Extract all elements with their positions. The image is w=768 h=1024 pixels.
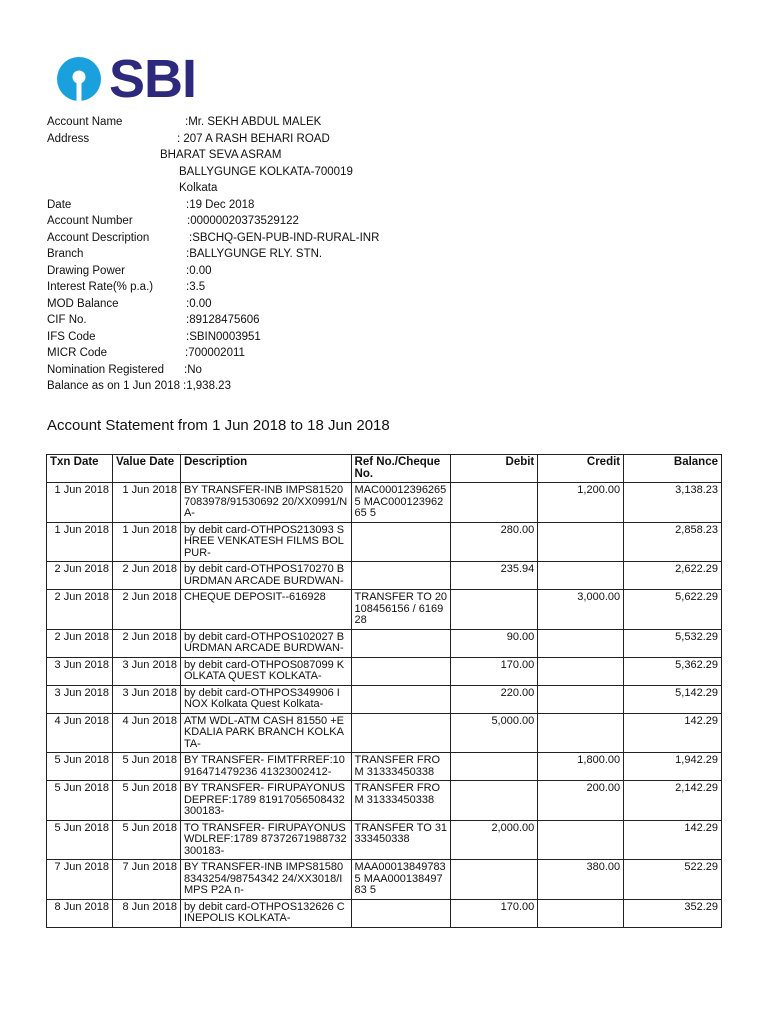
credit-cell: 3,000.00 — [538, 590, 624, 630]
table-row — [47, 629, 722, 657]
balance-cell: 2,142.29 — [624, 781, 722, 821]
debit-cell — [451, 483, 538, 523]
txn-date-cell: 4 Jun 2018 — [47, 713, 113, 753]
col-header-credit: Credit — [538, 455, 624, 483]
info-label: CIF No. — [47, 314, 87, 326]
description-cell: by debit card-OTHPOS102027 BURDMAN ARCADE BURDWAN- — [180, 629, 351, 657]
credit-cell: 380.00 — [538, 860, 624, 900]
info-label: Drawing Power — [47, 264, 125, 277]
debit-cell: 90.00 — [451, 629, 538, 657]
ref-no-cell — [351, 522, 451, 562]
txn-date-cell: 5 Jun 2018 — [47, 781, 113, 821]
sbi-keyhole-icon — [55, 55, 103, 103]
table-row — [47, 820, 722, 860]
value-date-cell: 2 Jun 2018 — [112, 590, 180, 630]
balance-cell: 2,858.23 — [624, 522, 722, 562]
info-label: Interest Rate(% p.a.) — [47, 281, 154, 293]
info-value: :Mr. SEKH ABDUL MALEK — [185, 116, 322, 128]
info-label: Account Description — [47, 231, 150, 244]
credit-cell: 1,800.00 — [538, 753, 624, 781]
info-label: Account Name — [47, 116, 123, 128]
value-date-cell: 1 Jun 2018 — [112, 483, 180, 523]
credit-cell — [538, 899, 624, 927]
txn-date-cell: 3 Jun 2018 — [47, 685, 113, 713]
ref-no-cell — [351, 899, 451, 927]
info-label: Branch — [47, 248, 84, 260]
description-cell: by debit card-OTHPOS087099 KOLKATA QUEST KOLKATA- — [180, 657, 351, 685]
col-header-txn-date: Txn Date — [47, 455, 113, 483]
credit-cell — [538, 629, 624, 657]
info-value: :19 Dec 2018 — [186, 198, 255, 211]
balance-cell: 5,142.29 — [624, 685, 722, 713]
txn-date-cell: 2 Jun 2018 — [47, 562, 113, 590]
description-cell: by debit card-OTHPOS170270 BURDMAN ARCADE BURDWAN- — [180, 562, 351, 590]
debit-cell: 5,000.00 — [451, 713, 538, 753]
info-label: Date — [47, 198, 72, 211]
transactions-table — [46, 454, 722, 928]
value-date-cell: 7 Jun 2018 — [112, 860, 180, 900]
credit-cell — [538, 685, 624, 713]
balance-cell: 5,622.29 — [624, 590, 722, 630]
credit-cell — [538, 562, 624, 590]
info-label: MOD Balance — [47, 297, 119, 310]
table-row — [47, 753, 722, 781]
value-date-cell: 3 Jun 2018 — [112, 685, 180, 713]
txn-date-cell: 1 Jun 2018 — [47, 522, 113, 562]
ref-no-cell — [351, 685, 451, 713]
ref-no-cell — [351, 713, 451, 753]
debit-cell: 170.00 — [451, 899, 538, 927]
value-date-cell: 2 Jun 2018 — [112, 629, 180, 657]
debit-cell — [451, 753, 538, 781]
info-value: :0.00 — [186, 297, 212, 310]
value-date-cell: 3 Jun 2018 — [112, 657, 180, 685]
balance-cell: 5,532.29 — [624, 629, 722, 657]
debit-cell: 235.94 — [451, 562, 538, 590]
value-date-cell: 5 Jun 2018 — [112, 820, 180, 860]
txn-date-cell: 2 Jun 2018 — [47, 590, 113, 630]
value-date-cell: 4 Jun 2018 — [112, 713, 180, 753]
description-cell: BY TRANSFER-INB IMPS815207083978/91530692 20/XX0991/NA- — [180, 483, 351, 523]
debit-cell: 280.00 — [451, 522, 538, 562]
sbi-logo-text: SBI — [109, 49, 197, 109]
debit-cell — [451, 781, 538, 821]
ref-no-cell: MAC00012396265 5 MAC00012396265 5 — [351, 483, 451, 523]
info-label: Address — [47, 132, 90, 145]
col-header-value-date: Value Date — [112, 455, 180, 483]
balance-cell: 142.29 — [624, 820, 722, 860]
description-cell: ATM WDL-ATM CASH 81550 +EKDALIA PARK BRANCH KOLKATA- — [180, 713, 351, 753]
balance-cell: 5,362.29 — [624, 657, 722, 685]
table-row — [47, 860, 722, 900]
info-value: :0.00 — [186, 264, 212, 277]
description-cell: TO TRANSFER- FIRUPAYONUSWDLREF:1789 87372671988732300183- — [180, 820, 351, 860]
table-row — [47, 483, 722, 523]
credit-cell — [538, 820, 624, 860]
txn-date-cell: 5 Jun 2018 — [47, 820, 113, 860]
credit-cell: 1,200.00 — [538, 483, 624, 523]
value-date-cell: 5 Jun 2018 — [112, 781, 180, 821]
debit-cell — [451, 590, 538, 630]
debit-cell: 2,000.00 — [451, 820, 538, 860]
debit-cell: 170.00 — [451, 657, 538, 685]
description-cell: by debit card-OTHPOS132626 CINEPOLIS KOLKATA- — [180, 899, 351, 927]
info-value: :700002011 — [185, 347, 245, 359]
col-header-ref-no: Ref No./Cheque No. — [351, 455, 451, 483]
txn-date-cell: 1 Jun 2018 — [47, 483, 113, 523]
col-header-debit: Debit — [451, 455, 538, 483]
debit-cell — [451, 860, 538, 900]
ref-no-cell: TRANSFER TO 20108456156 / 616928 — [351, 590, 451, 630]
table-header-row — [47, 455, 722, 483]
ref-no-cell — [351, 629, 451, 657]
table-row — [47, 562, 722, 590]
ref-no-cell — [351, 657, 451, 685]
info-value: :No — [184, 363, 202, 376]
info-value: :1,938.23 — [183, 380, 231, 392]
ref-no-cell: TRANSFER FROM 31333450338 — [351, 781, 451, 821]
description-cell: BY TRANSFER-INB IMPS815808343254/98754342 24/XX3018/IMPS P2A n- — [180, 860, 351, 900]
credit-cell — [538, 713, 624, 753]
info-value: BALLYGUNGE KOLKATA-700019 — [179, 165, 353, 178]
col-header-balance: Balance — [624, 455, 722, 483]
table-row — [47, 685, 722, 713]
table-row — [47, 590, 722, 630]
description-cell: by debit card-OTHPOS213093 SHREE VENKATESH FILMS BOLPUR- — [180, 522, 351, 562]
value-date-cell: 8 Jun 2018 — [112, 899, 180, 927]
info-label: Account Number — [47, 215, 133, 227]
balance-cell: 3,138.23 — [624, 483, 722, 523]
info-value: :BALLYGUNGE RLY. STN. — [186, 248, 323, 260]
info-label: IFS Code — [47, 330, 96, 343]
txn-date-cell: 3 Jun 2018 — [47, 657, 113, 685]
description-cell: BY TRANSFER- FIMTFRREF:10916471479236 41323002412- — [180, 753, 351, 781]
info-value: :SBCHQ-GEN-PUB-IND-RURAL-INR — [189, 231, 380, 244]
credit-cell — [538, 657, 624, 685]
balance-cell: 522.29 — [624, 860, 722, 900]
ref-no-cell: MAA00013849783 5 MAA00013849783 5 — [351, 860, 451, 900]
info-label: Nomination Registered — [47, 363, 164, 376]
description-cell: CHEQUE DEPOSIT--616928 — [180, 590, 351, 630]
table-row — [47, 657, 722, 685]
table-row — [47, 781, 722, 821]
balance-cell: 1,942.29 — [624, 753, 722, 781]
value-date-cell: 2 Jun 2018 — [112, 562, 180, 590]
txn-date-cell: 2 Jun 2018 — [47, 629, 113, 657]
info-value: :00000020373529122 — [187, 215, 299, 227]
balance-cell: 142.29 — [624, 713, 722, 753]
info-label: MICR Code — [47, 347, 108, 359]
ref-no-cell — [351, 562, 451, 590]
info-value: : 207 A RASH BEHARI ROAD — [177, 132, 330, 145]
ref-no-cell: TRANSFER FROM 31333450338 — [351, 753, 451, 781]
balance-cell: 2,622.29 — [624, 562, 722, 590]
info-value: BHARAT SEVA ASRAM — [160, 149, 282, 161]
credit-cell: 200.00 — [538, 781, 624, 821]
info-label: Balance as on 1 Jun 2018 — [47, 380, 180, 392]
balance-cell: 352.29 — [624, 899, 722, 927]
txn-date-cell: 5 Jun 2018 — [47, 753, 113, 781]
txn-date-cell: 8 Jun 2018 — [47, 899, 113, 927]
ref-no-cell: TRANSFER TO 31333450338 — [351, 820, 451, 860]
description-cell: by debit card-OTHPOS349906 INOX Kolkata Quest Kolkata- — [180, 685, 351, 713]
sbi-logo — [55, 49, 197, 109]
table-row — [47, 522, 722, 562]
table-row — [47, 899, 722, 927]
statement-title: Account Statement from 1 Jun 2018 to 18 Jun 2018 — [47, 417, 390, 434]
info-value: :3.5 — [186, 281, 206, 293]
info-value: Kolkata — [179, 182, 218, 194]
txn-date-cell: 7 Jun 2018 — [47, 860, 113, 900]
col-header-description: Description — [180, 455, 351, 483]
credit-cell — [538, 522, 624, 562]
value-date-cell: 5 Jun 2018 — [112, 753, 180, 781]
value-date-cell: 1 Jun 2018 — [112, 522, 180, 562]
info-value: :SBIN0003951 — [186, 330, 261, 343]
table-row — [47, 713, 722, 753]
info-value: :89128475606 — [186, 314, 260, 326]
debit-cell: 220.00 — [451, 685, 538, 713]
description-cell: BY TRANSFER- FIRUPAYONUSDEPREF:1789 81917056508432300183- — [180, 781, 351, 821]
transactions-body — [47, 483, 722, 928]
